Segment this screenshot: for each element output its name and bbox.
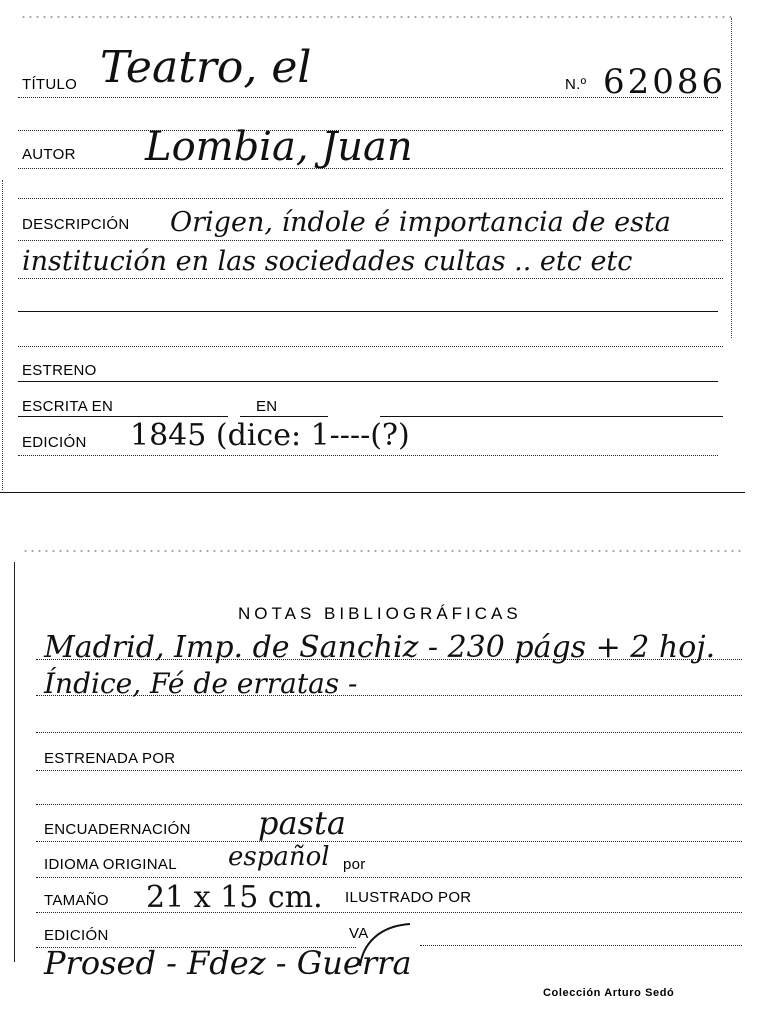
descripcion-line-2-rule [18,278,723,279]
escrita-en-line [18,416,228,417]
card-left-edge [2,180,3,490]
edicion-line [18,455,718,456]
tamano-line [36,912,742,913]
ilustrado-label: ILUSTRADO POR [345,889,472,906]
autor-line [18,168,723,169]
va-label: VA [349,925,369,942]
numero-label: N.º [565,76,587,93]
descripcion-line-1: Origen, índole é importancia de esta [170,207,671,238]
encuadernacion-value: pasta [258,804,346,842]
titulo-label: TÍTULO [22,76,78,93]
autor-label: AUTOR [22,146,76,163]
edicion-value: 1845 (dice: 1----(?) [130,418,410,453]
descripcion-line-1-rule [18,240,723,241]
blank-line-3 [18,311,718,312]
edicion2-label: EDICIÓN [44,927,109,944]
blank-line-4 [18,346,723,347]
collection-credit: Colección Arturo Sedó [543,987,675,999]
titulo-value: Teatro, el [100,42,312,93]
blank-line-5 [36,804,742,805]
autor-value: Lombia, Juan [145,124,413,170]
encuadernacion-label: ENCUADERNACIÓN [44,821,191,838]
notas-blank-line [36,732,742,733]
idioma-value: español [228,842,330,872]
estrenada-por-label: ESTRENADA POR [44,750,176,767]
edicion2-value: Prosed - Fdez - Guerra [44,944,412,982]
titulo-line [18,97,718,98]
estreno-label: ESTRENO [22,362,97,379]
idioma-line [36,877,742,878]
estrenada-line [36,770,742,771]
tamano-value: 21 x 15 cm. [146,880,323,915]
por-label: por [343,856,366,873]
en-label: EN [256,398,278,415]
notas-line-2: Índice, Fé de erratas - [44,667,358,700]
notas-heading: NOTAS BIBLIOGRÁFICAS [238,604,522,623]
encuadernacion-line [36,841,742,842]
edicion2-line-right [420,945,742,946]
card-separator [0,492,745,493]
card2-top-edge [22,548,744,554]
card-right-edge [731,18,732,338]
notas-line-2-rule [36,695,742,696]
card2-left-edge [14,562,15,962]
numero-value: 62086 [603,62,727,102]
notas-line-1-rule [36,659,742,660]
edicion-label: EDICIÓN [22,434,87,451]
card-top-edge [20,14,735,20]
tamano-label: TAMAÑO [44,892,109,909]
escrita-en-label: ESCRITA EN [22,398,114,415]
descripcion-line-2: institución en las sociedades cultas .. etc etc [22,246,633,277]
descripcion-label: DESCRIPCIÓN [22,216,130,233]
idioma-label: IDIOMA ORIGINAL [44,856,177,873]
en-line-right [380,416,723,417]
estreno-line [18,381,718,382]
blank-line-2 [18,198,723,199]
en-line [240,416,328,417]
notas-line-1: Madrid, Imp. de Sanchiz - 230 págs + 2 hoj. [44,630,716,665]
